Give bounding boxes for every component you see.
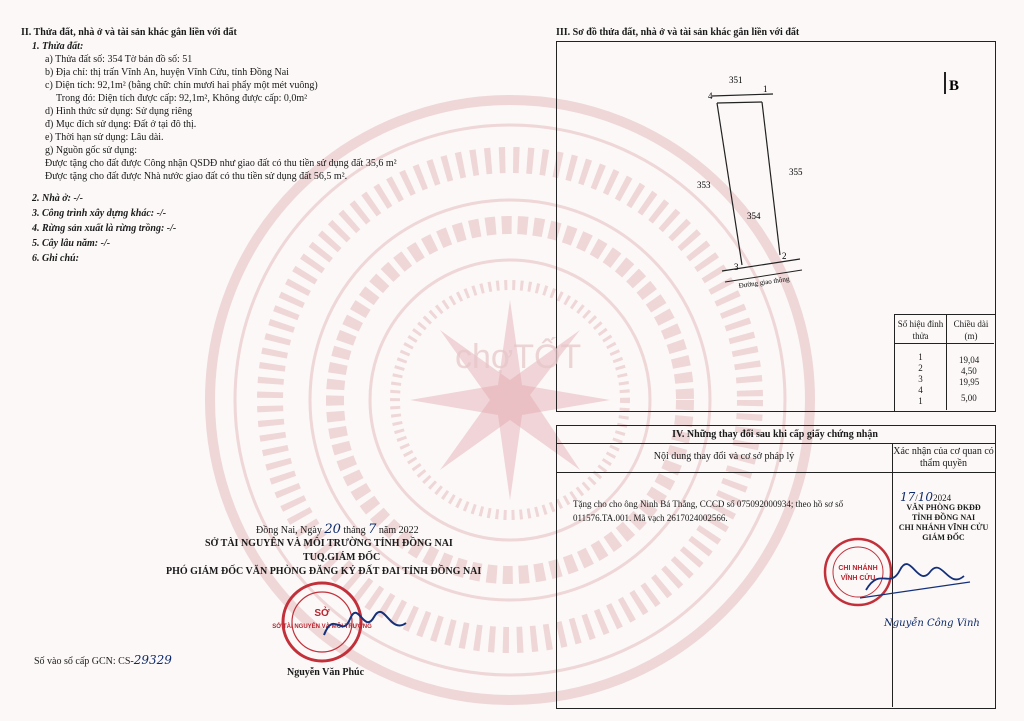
section-3: 3. Công trình xây dựng khác: -/- xyxy=(32,208,167,219)
section-2: 2. Nhà ở: -/- xyxy=(32,193,83,204)
vertex-1: 1 xyxy=(763,84,768,94)
table-row-len: 5,00 xyxy=(961,393,977,403)
svg-text:SỞ: SỞ xyxy=(314,608,330,619)
vertex-2: 2 xyxy=(782,251,787,261)
issuer-authority: TUQ.GIÁM ĐỐC xyxy=(303,552,381,563)
area: c) Diện tích: 92,1m² (bằng chữ: chín mươi hai phẩy một mét vuông) xyxy=(45,80,318,91)
label-354: 354 xyxy=(747,211,761,221)
section-ii-heading: II. Thửa đất, nhà ở và tài sản khác gắn liền với đất xyxy=(21,27,237,38)
origin-line-1: Được tặng cho đất được Công nhận QSDĐ như giao đất có thu tiền sử dụng đất 35,6 m² xyxy=(45,158,397,169)
parcel-number: a) Thửa đất số: 354 Tờ bản đồ số: 51 xyxy=(45,54,193,65)
address: b) Địa chỉ: thị trấn Vĩnh An, huyện Vĩnh Cửu, tỉnh Đồng Nai xyxy=(45,67,289,78)
table-row-len: 19,04 xyxy=(959,355,980,365)
table-row-pt: 3 xyxy=(918,374,923,384)
cert-number: Số vào sổ cấp GCN: CS-29329 xyxy=(34,653,172,667)
confirm-office-3: CHI NHÁNH VĨNH CỬU xyxy=(898,523,989,532)
signature-left xyxy=(320,605,410,645)
label-351: 351 xyxy=(729,75,743,85)
change-entry: Tặng cho cho ông Ninh Bá Thắng, CCCD số 075092000934; theo hồ sơ số 011576.TA.001. Mã vạch 2617024002566. xyxy=(573,499,844,523)
table-row-pt: 2 xyxy=(918,363,923,373)
svg-text:CHI NHÁNH: CHI NHÁNH xyxy=(838,565,878,572)
usage-form: d) Hình thức sử dụng: Sử dụng riêng xyxy=(45,106,193,117)
area-breakdown: Trong đó: Diện tích được cấp: 92,1m², Không được cấp: 0,0m² xyxy=(56,93,308,104)
table-header-length: Chiều dài (m) xyxy=(953,319,989,341)
right-signer-name: Nguyễn Công Vinh xyxy=(884,618,980,629)
table-row-pt: 1 xyxy=(918,396,923,406)
section-iv-heading: IV. Những thay đổi sau khi cấp giấy chứng nhận xyxy=(672,429,878,440)
section-1-title: 1. Thửa đất: xyxy=(32,41,84,52)
table-header-vertex: Số hiệu đỉnh thửa xyxy=(897,319,944,341)
vertex-4: 4 xyxy=(708,91,713,101)
issuer-org: SỞ TÀI NGUYÊN VÀ MÔI TRƯỜNG TỈNH ĐỒNG NAI xyxy=(205,538,453,549)
table-row-pt: 1 xyxy=(918,352,923,362)
section-iii-heading: III. Sơ đồ thửa đất, nhà ở và tài sản khác gắn liền với đất xyxy=(556,27,800,38)
usage-purpose: đ) Mục đích sử dụng: Đất ở tại đô thị. xyxy=(45,119,197,130)
section-4: 4. Rừng sản xuất là rừng trồng: -/- xyxy=(32,223,177,234)
label-355: 355 xyxy=(789,167,803,177)
signature-right xyxy=(860,560,970,600)
left-signer-name: Nguyễn Văn Phúc xyxy=(287,667,365,678)
table-row-len: 4,50 xyxy=(961,366,977,376)
section-6: 6. Ghi chú: xyxy=(32,253,79,264)
label-353: 353 xyxy=(697,180,711,190)
confirm-office-4: GIÁM ĐỐC xyxy=(922,533,965,542)
road-label: Đường giao thông xyxy=(738,274,790,290)
usage-origin: g) Nguồn gốc sử dụng: xyxy=(45,145,138,156)
changes-col-confirm: Xác nhận của cơ quan có thẩm quyền xyxy=(893,446,994,469)
svg-text:SỞ TÀI NGUYÊN VÀ MÔI TRƯỜNG: SỞ TÀI NGUYÊN VÀ MÔI TRƯỜNG xyxy=(272,624,372,630)
section-5: 5. Cây lâu năm: -/- xyxy=(32,238,111,249)
table-row-len: 19,95 xyxy=(959,377,980,387)
confirm-office-2: TỈNH ĐỒNG NAI xyxy=(911,513,976,522)
origin-line-2: Được tặng cho đất được Nhà nước giao đất có thu tiền sử dụng đất 56,5 m². xyxy=(45,171,348,182)
table-row-pt: 4 xyxy=(918,385,923,395)
confirm-office-1: VĂN PHÒNG ĐKĐĐ xyxy=(906,503,981,512)
changes-col-content: Nội dung thay đổi và cơ sở pháp lý xyxy=(653,451,795,462)
issue-date: Đồng Nai, Ngày 20 tháng 7 năm 2022 xyxy=(256,522,419,537)
north-marker: B xyxy=(949,78,960,94)
svg-text:VĨNH CỬU: VĨNH CỬU xyxy=(840,575,876,582)
vertex-3: 3 xyxy=(734,262,739,272)
confirm-date: 17/102024 xyxy=(900,490,952,504)
site-watermark: chợTỐT xyxy=(455,338,582,376)
usage-term: e) Thời hạn sử dụng: Lâu dài. xyxy=(45,132,164,143)
issuer-title: PHÓ GIÁM ĐỐC VĂN PHÒNG ĐĂNG KÝ ĐẤT ĐAI TỈNH ĐỒNG NAI xyxy=(166,566,482,577)
